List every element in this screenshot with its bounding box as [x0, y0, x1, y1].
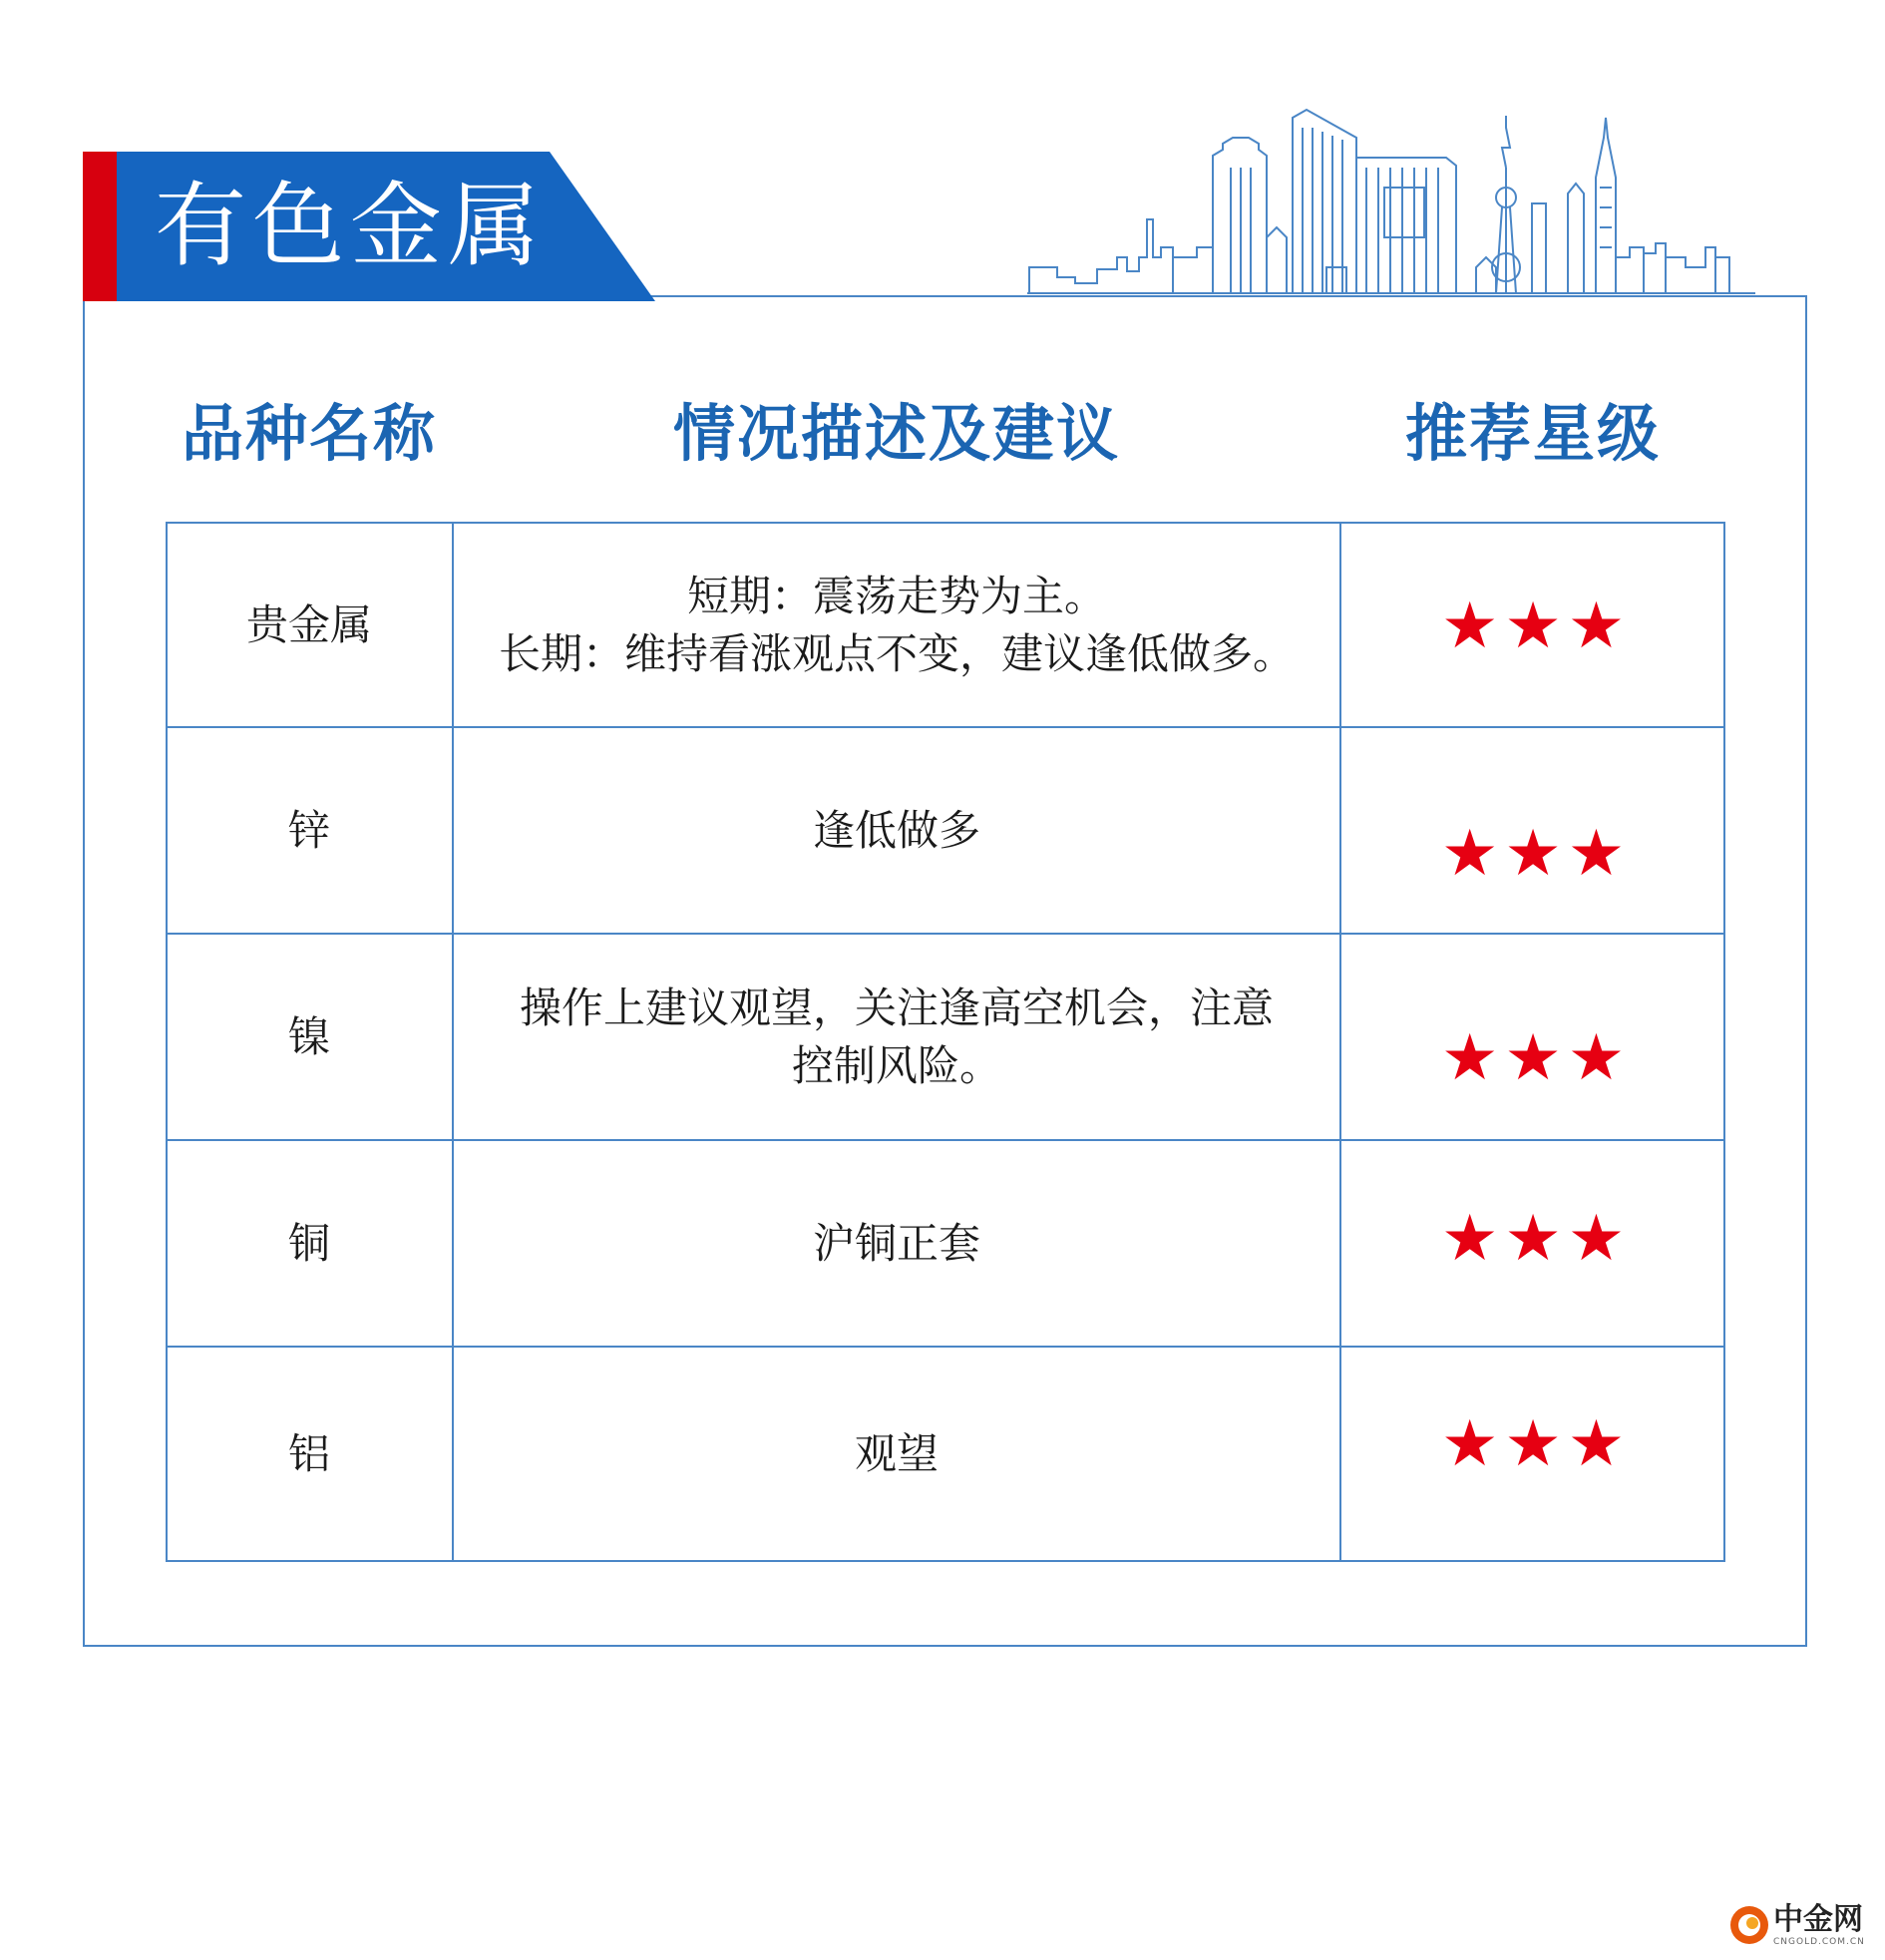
- star-icon: ★: [1504, 817, 1562, 891]
- table-row-name: 贵金属: [245, 600, 372, 649]
- star-rating: [1340, 1202, 1725, 1276]
- table-row-description: [453, 524, 1340, 727]
- logo-name: 中金网: [1773, 1902, 1863, 1937]
- description-line: 逢低做多: [812, 806, 980, 855]
- logo-domain: CNGOLD.COM.CN: [1773, 1937, 1865, 1947]
- star-rating: [1340, 1021, 1725, 1095]
- table-row-name: 铝: [287, 1429, 330, 1478]
- star-icon: ★: [1567, 1407, 1626, 1481]
- star-rating: [1340, 589, 1725, 663]
- description-line: 短期：震荡走势为主。: [686, 572, 1106, 620]
- table-row-name: 锌: [287, 806, 330, 855]
- description-line: 长期：维持看涨观点不变，建议逢低做多。: [498, 629, 1295, 678]
- section-title: 有色金属: [155, 173, 547, 279]
- star-icon: ★: [1440, 1407, 1499, 1481]
- header-name: 品种名称: [181, 397, 437, 470]
- star-icon: ★: [1504, 589, 1562, 663]
- description-line: 沪铜正套: [812, 1219, 980, 1268]
- table-row-description: [453, 728, 1340, 934]
- table-row-description: [453, 1348, 1340, 1561]
- star-icon: ★: [1440, 1202, 1499, 1276]
- brand-logo: [1729, 1903, 1879, 1955]
- logo-mark-icon: [1729, 1905, 1769, 1945]
- star-icon: ★: [1440, 817, 1499, 891]
- header-rating: 推荐星级: [1404, 397, 1661, 470]
- star-icon: ★: [1567, 1202, 1626, 1276]
- star-icon: ★: [1440, 1021, 1499, 1095]
- star-icon: ★: [1504, 1407, 1562, 1481]
- description-line: 控制风险。: [791, 1041, 1001, 1090]
- star-icon: ★: [1567, 1021, 1626, 1095]
- description-line: 操作上建议观望，关注逢高空机会，注意: [519, 983, 1274, 1032]
- table-row-name: 铜: [287, 1219, 330, 1268]
- star-icon: ★: [1504, 1202, 1562, 1276]
- star-icon: ★: [1440, 589, 1499, 663]
- star-icon: ★: [1567, 589, 1626, 663]
- table-row-name: 镍: [287, 1012, 330, 1061]
- star-rating: [1340, 1407, 1725, 1481]
- star-rating: [1340, 817, 1725, 891]
- star-icon: ★: [1567, 817, 1626, 891]
- skyline-illustration: [1027, 108, 1755, 297]
- table-row-description: [453, 1141, 1340, 1347]
- star-icon: ★: [1504, 1021, 1562, 1095]
- header-description: 情况描述及建议: [672, 397, 1120, 470]
- table-row-description: [453, 935, 1340, 1140]
- description-line: 观望: [854, 1429, 939, 1478]
